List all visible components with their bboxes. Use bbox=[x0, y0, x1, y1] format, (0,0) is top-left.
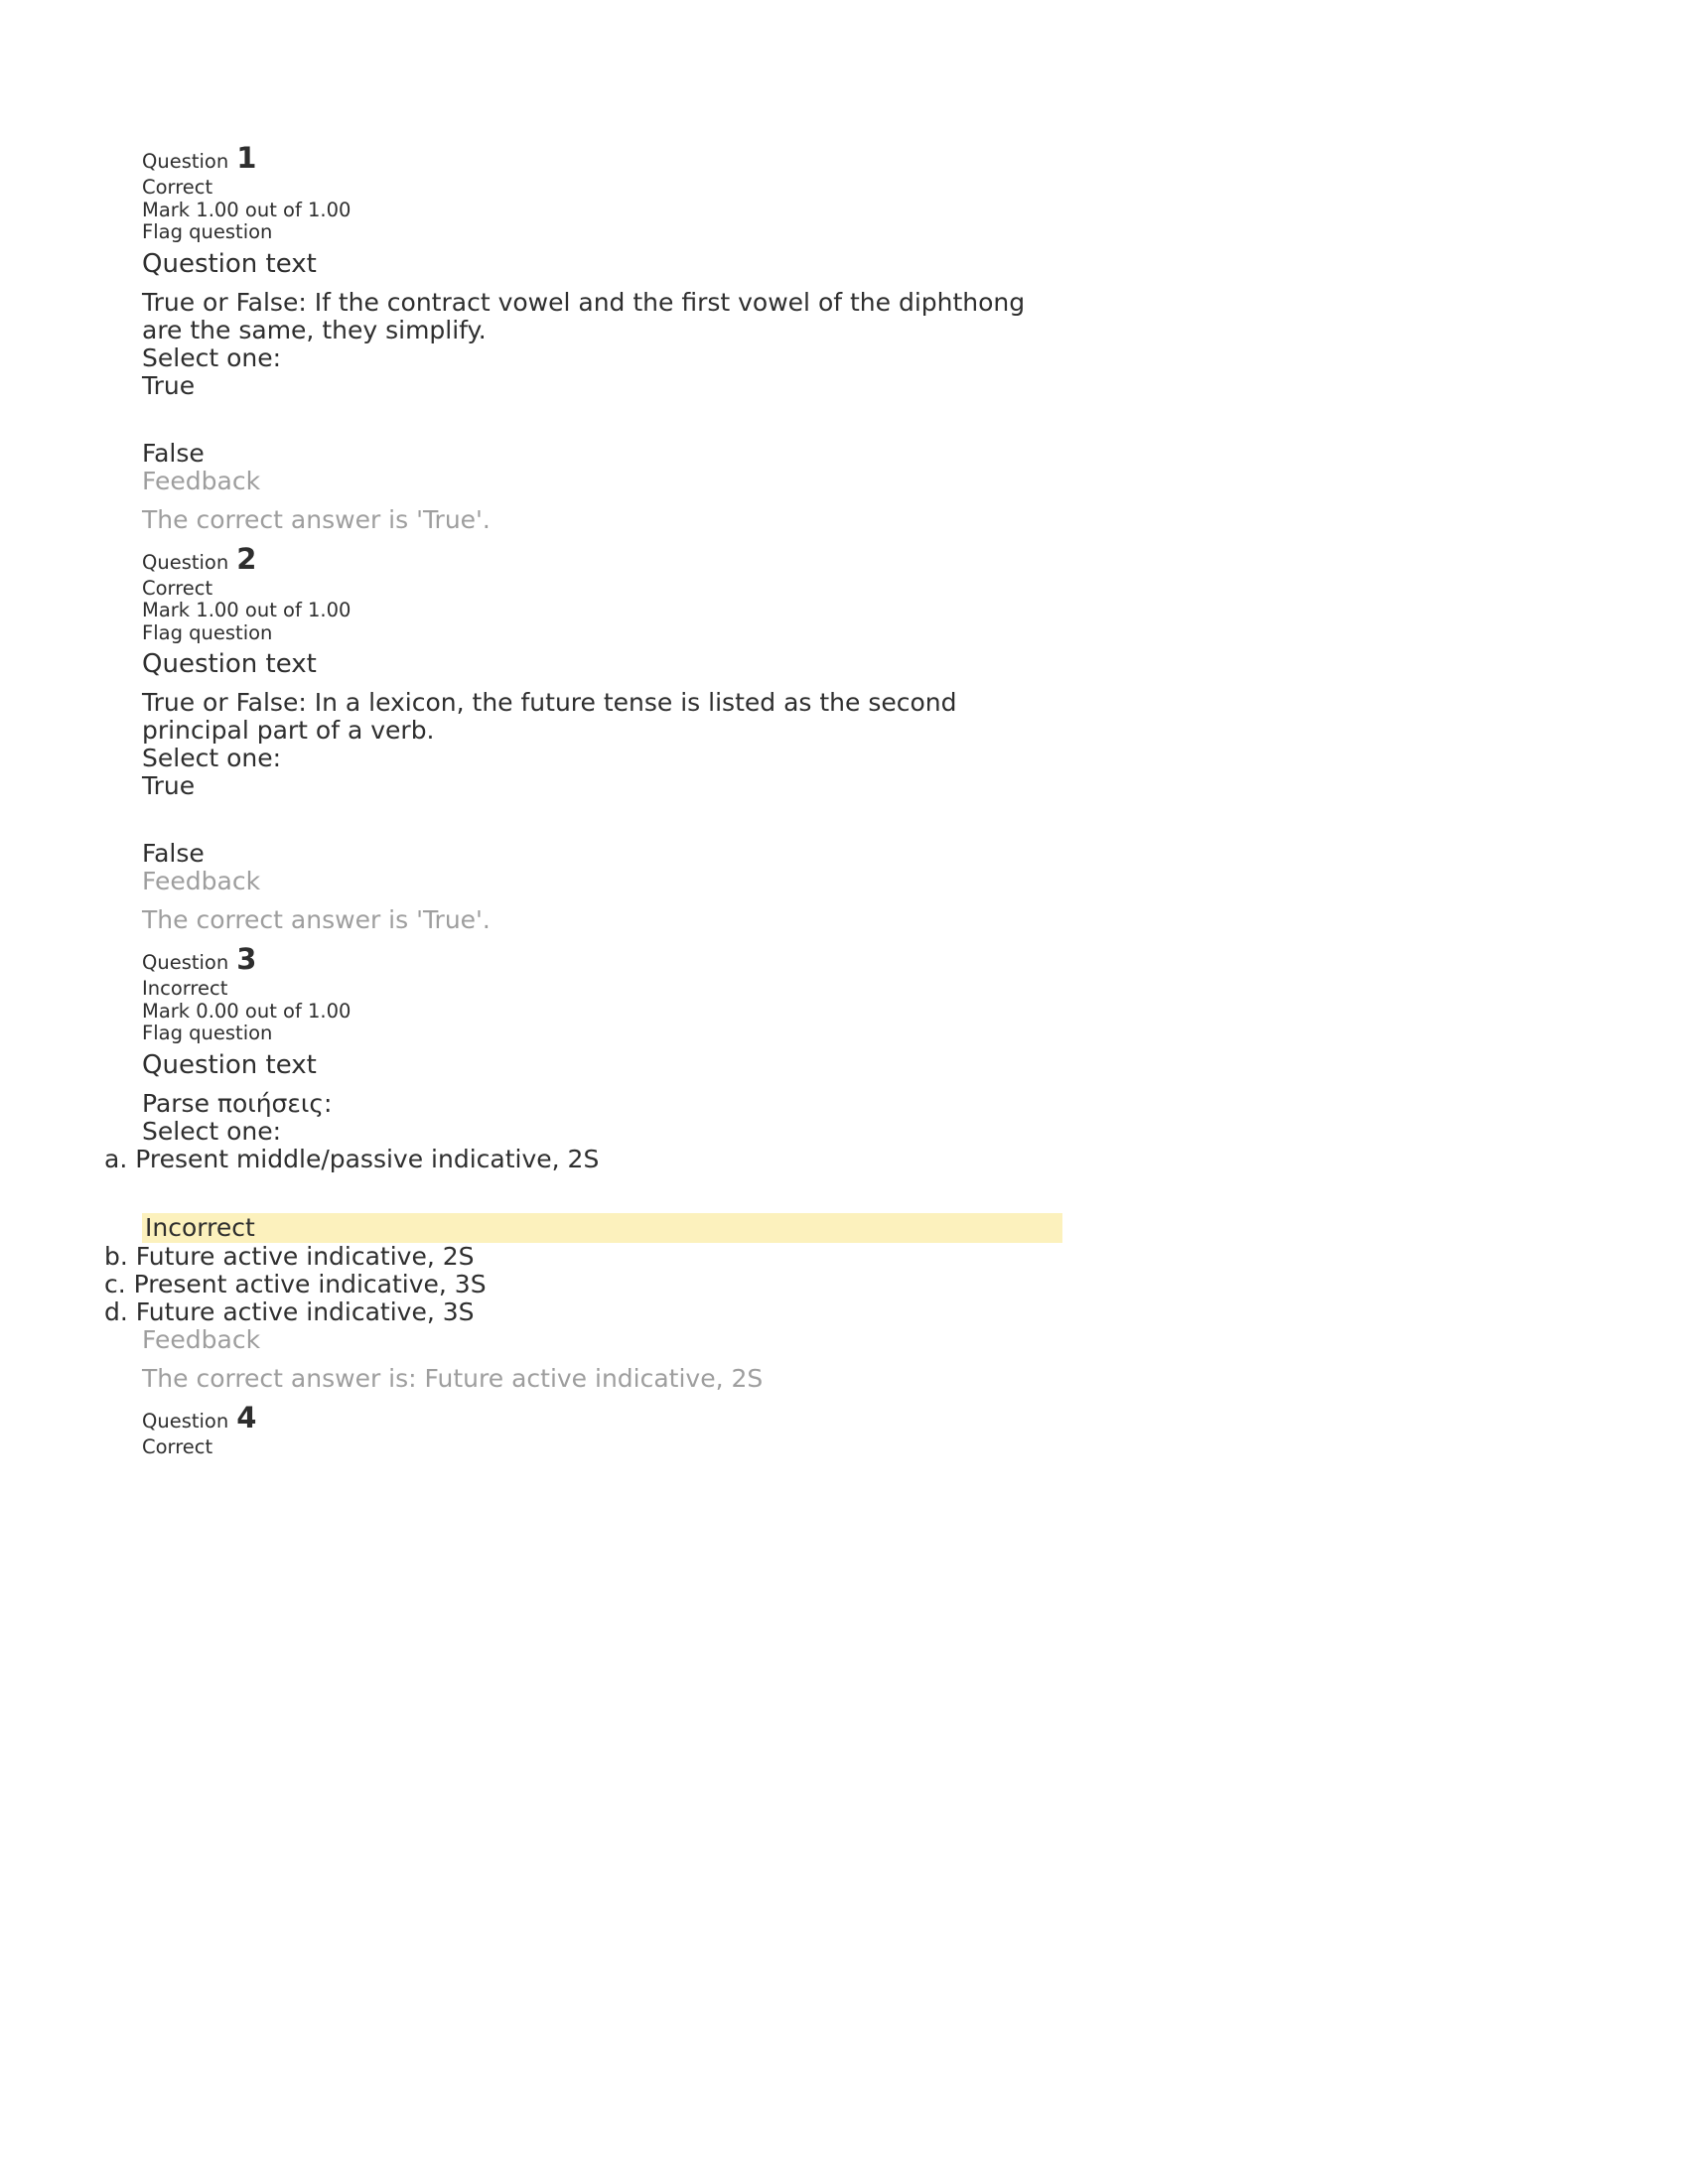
question-status: Incorrect bbox=[142, 977, 228, 1000]
question-body: True or False: In a lexicon, the future tense is listed as the second principal part of a verb. bbox=[142, 688, 957, 745]
correct-answer-text: The correct answer is 'True'. bbox=[142, 504, 491, 534]
question-body: Parse ποιήσεις: bbox=[142, 1088, 333, 1118]
question-status: Correct bbox=[142, 176, 213, 199]
question-mark: Mark 0.00 out of 1.00 bbox=[142, 999, 352, 1023]
question-number: 3 bbox=[236, 942, 257, 976]
select-one-label: Select one: bbox=[142, 1116, 282, 1146]
question-text-label: Question text bbox=[142, 649, 317, 679]
correct-answer-text: The correct answer is 'True'. bbox=[142, 905, 491, 934]
question-4-block bbox=[142, 1400, 1589, 1459]
answer-option-d[interactable]: d. Future active indicative, 3S bbox=[104, 1297, 475, 1326]
question-number: 2 bbox=[236, 541, 257, 576]
question-status: Correct bbox=[142, 1434, 213, 1458]
select-one-label: Select one: bbox=[142, 342, 282, 372]
question-header bbox=[142, 141, 1589, 175]
question-label: Question bbox=[142, 1409, 229, 1433]
answer-option-true[interactable]: True bbox=[142, 370, 196, 400]
feedback-label: Feedback bbox=[142, 1324, 261, 1354]
question-1-block bbox=[142, 141, 1589, 534]
answer-option-b[interactable]: b. Future active indicative, 2S bbox=[104, 1241, 475, 1271]
answer-option-false[interactable]: False bbox=[142, 438, 205, 468]
answer-option-true[interactable]: True bbox=[142, 771, 196, 800]
question-mark: Mark 1.00 out of 1.00 bbox=[142, 599, 352, 621]
feedback-label: Feedback bbox=[142, 466, 261, 495]
question-label: Question bbox=[142, 951, 229, 974]
question-label: Question bbox=[142, 550, 229, 574]
flag-question-link[interactable]: Flag question bbox=[142, 620, 273, 644]
question-header bbox=[142, 541, 1589, 576]
question-mark: Mark 1.00 out of 1.00 bbox=[142, 198, 352, 221]
question-status: Correct bbox=[142, 576, 213, 600]
question-text-label: Question text bbox=[142, 248, 317, 279]
question-number: 4 bbox=[236, 1400, 257, 1434]
question-body: True or False: If the contract vowel and the first vowel of the diphthong are the same, they simplify. bbox=[142, 287, 1026, 344]
question-number: 1 bbox=[236, 141, 257, 175]
correct-answer-text: The correct answer is: Future active indicative, 2S bbox=[142, 1363, 764, 1393]
flag-question-link[interactable]: Flag question bbox=[142, 220, 273, 243]
question-header bbox=[142, 1400, 1589, 1434]
incorrect-answer-highlight bbox=[142, 1213, 1062, 1243]
answer-option-a[interactable]: a. Present middle/passive indicative, 2S bbox=[104, 1144, 600, 1173]
answer-option-c[interactable]: c. Present active indicative, 3S bbox=[104, 1269, 487, 1298]
feedback-label: Feedback bbox=[142, 867, 261, 895]
question-3-block bbox=[104, 942, 1589, 1393]
flag-question-link[interactable]: Flag question bbox=[142, 1022, 273, 1044]
incorrect-label: Incorrect bbox=[145, 1212, 255, 1242]
question-2-block bbox=[142, 541, 1589, 935]
select-one-label: Select one: bbox=[142, 744, 282, 772]
question-header bbox=[142, 942, 1589, 976]
answer-option-false[interactable]: False bbox=[142, 839, 205, 868]
question-label: Question bbox=[142, 150, 229, 173]
question-text-label: Question text bbox=[142, 1049, 317, 1080]
